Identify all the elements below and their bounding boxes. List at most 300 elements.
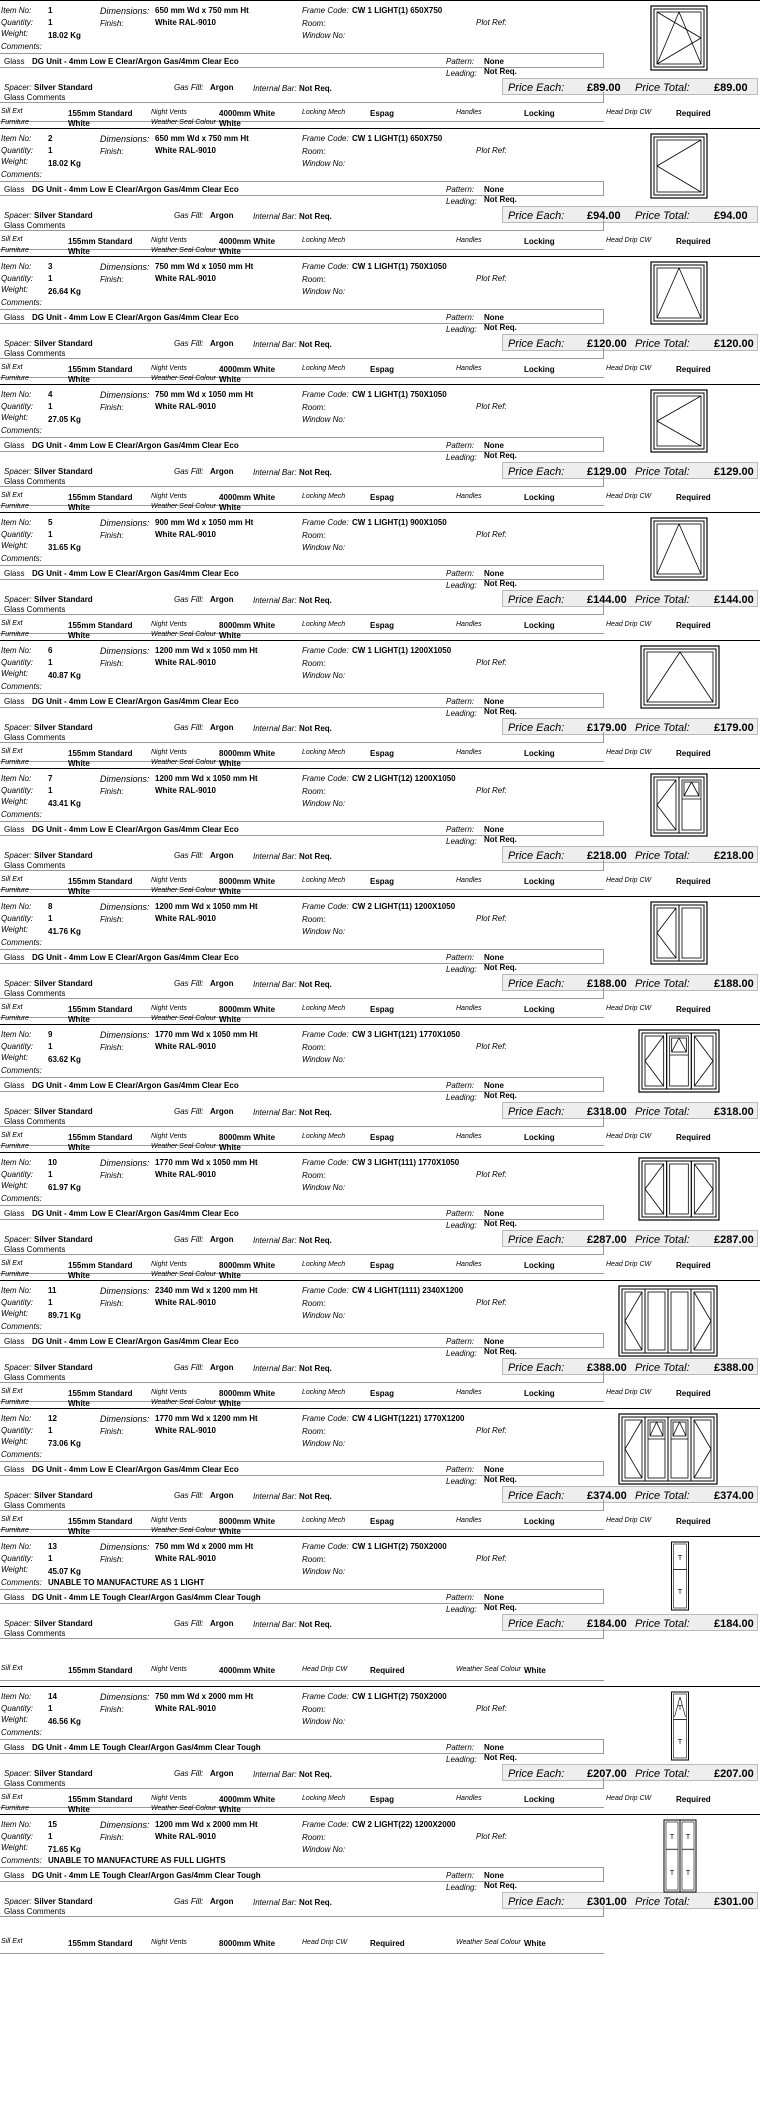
gas-fill-label: Gas Fill: (174, 1619, 204, 1628)
room-label: Room: (302, 915, 326, 924)
head-drip-label: Head Drip CW (302, 1666, 348, 1673)
furniture-label: Furniture (1, 1143, 30, 1150)
locking-mech-label: Locking Mech (302, 1795, 346, 1802)
price-each-value: £94.00 (587, 210, 621, 222)
furniture-value: White (68, 1805, 90, 1814)
weight-label: Weight: (1, 1309, 28, 1318)
furniture-value: White (68, 503, 90, 512)
gas-fill-value: Argon (210, 1619, 234, 1628)
leading-label: Leading: (446, 1755, 477, 1764)
pattern-label: Pattern: (446, 1209, 475, 1218)
sill-ext-label: Sill Ext (1, 1260, 23, 1267)
room-label: Room: (302, 787, 326, 796)
frame-code-label: Frame Code: (302, 1820, 349, 1829)
glass-value: DG Unit - 4mm Low E Clear/Argon Gas/4mm Clear Eco (32, 441, 239, 450)
price-total-label: Price Total: (635, 338, 690, 350)
night-vents-value: 8000mm White (219, 1005, 276, 1014)
head-drip-value: Required (370, 1666, 405, 1675)
finish-label: Finish: (100, 1043, 124, 1052)
weight-label: Weight: (1, 413, 28, 422)
dimensions-label: Dimensions: (100, 1158, 150, 1168)
sill-ext-value: 155mm Standard (68, 1133, 133, 1142)
night-vents-label: Night Vents (151, 1133, 187, 1140)
weight-label: Weight: (1, 1843, 28, 1852)
night-vents-label: Night Vents (151, 877, 187, 884)
frame-code-label: Frame Code: (302, 390, 349, 399)
spacer-label: Spacer: (4, 1897, 32, 1906)
finish-value: White RAL-9010 (155, 1170, 216, 1179)
internal-bar-value: Not Req. (299, 468, 332, 477)
handles-label: Handles (456, 1005, 482, 1012)
line-item (0, 512, 760, 640)
glass-label: Glass (4, 1081, 25, 1090)
weather-seal-label: Weather Seal Colour (151, 375, 216, 382)
glass-comments-row (0, 1628, 604, 1639)
line-item (0, 1024, 760, 1152)
room-label: Room: (302, 1833, 326, 1842)
quantity-value: 1 (48, 658, 53, 667)
leading-value: Not Req. (484, 195, 517, 204)
pattern-value: None (484, 441, 504, 450)
night-vents-value: 4000mm White (219, 1795, 276, 1804)
leading-label: Leading: (446, 709, 477, 718)
sill-ext-label: Sill Ext (1, 1132, 23, 1139)
weight-value: 18.02 Kg (48, 159, 81, 168)
head-drip-value: Required (676, 621, 711, 630)
price-each-label: Price Each: (508, 1768, 565, 1780)
sill-ext-label: Sill Ext (1, 748, 23, 755)
sill-ext-value: 155mm Standard (68, 1666, 133, 1675)
window-no-label: Window No: (302, 1439, 346, 1448)
sill-ext-value: 155mm Standard (68, 109, 133, 118)
room-label: Room: (302, 659, 326, 668)
price-total-label: Price Total: (635, 594, 690, 606)
sill-ext-value: 155mm Standard (68, 1795, 133, 1804)
price-each-value: £184.00 (587, 1618, 627, 1630)
locking-mech-label: Locking Mech (302, 621, 346, 628)
quantity-label: Quantity: (1, 1170, 34, 1179)
price-total-value: £188.00 (714, 978, 754, 990)
glass-comments-label: Glass Comments (4, 861, 66, 870)
finish-value: White RAL-9010 (155, 1298, 216, 1307)
spacer-value: Silver Standard (34, 211, 93, 220)
dimensions-label: Dimensions: (100, 390, 150, 400)
item-no-label: Item No: (1, 1286, 32, 1295)
head-drip-value: Required (676, 109, 711, 118)
finish-label: Finish: (100, 1427, 124, 1436)
quantity-label: Quantity: (1, 914, 34, 923)
weight-label: Weight: (1, 797, 28, 806)
finish-label: Finish: (100, 403, 124, 412)
finish-value: White RAL-9010 (155, 146, 216, 155)
weight-label: Weight: (1, 285, 28, 294)
weight-value: 73.06 Kg (48, 1439, 81, 1448)
pattern-value: None (484, 1465, 504, 1474)
sill-ext-label: Sill Ext (1, 1938, 23, 1945)
internal-bar-label: Internal Bar: (253, 1492, 297, 1501)
frame-code-label: Frame Code: (302, 1158, 349, 1167)
leading-value: Not Req. (484, 579, 517, 588)
glass-comments-label: Glass Comments (4, 1907, 66, 1916)
sill-ext-value: 155mm Standard (68, 1005, 133, 1014)
locking-mech-label: Locking Mech (302, 877, 346, 884)
pattern-value: None (484, 1209, 504, 1218)
weather-seal-value: White (219, 375, 241, 384)
furniture-value: White (68, 1527, 90, 1536)
handles-value: Locking (524, 1261, 555, 1270)
glass-comments-label: Glass Comments (4, 1117, 66, 1126)
handles-value: Locking (524, 1005, 555, 1014)
glass-comments-label: Glass Comments (4, 605, 66, 614)
head-drip-label: Head Drip CW (606, 109, 652, 116)
price-each-value: £120.00 (587, 338, 627, 350)
plot-ref-label: Plot Ref: (476, 146, 507, 155)
night-vents-value: 4000mm White (219, 109, 276, 118)
glass-value: DG Unit - 4mm Low E Clear/Argon Gas/4mm Clear Eco (32, 1337, 239, 1346)
locking-mech-value: Espag (370, 365, 395, 374)
head-drip-label: Head Drip CW (606, 365, 652, 372)
toughened-mark: T (669, 1834, 675, 1842)
leading-label: Leading: (446, 1605, 477, 1614)
finish-label: Finish: (100, 1299, 124, 1308)
sill-ext-value: 155mm Standard (68, 1517, 133, 1526)
sill-ext-value: 155mm Standard (68, 621, 133, 630)
quantity-value: 1 (48, 530, 53, 539)
sill-ext-label: Sill Ext (1, 492, 23, 499)
plot-ref-label: Plot Ref: (476, 786, 507, 795)
handles-value: Locking (524, 877, 555, 886)
frame-code-value: CW 1 LIGHT(1) 750X1050 (352, 390, 447, 399)
handles-value: Locking (524, 621, 555, 630)
weight-label: Weight: (1, 925, 28, 934)
finish-label: Finish: (100, 915, 124, 924)
gas-fill-value: Argon (210, 979, 234, 988)
weather-seal-label: Weather Seal Colour (151, 1015, 216, 1022)
toughened-mark: T (685, 1834, 691, 1842)
weight-value: 27.05 Kg (48, 415, 81, 424)
weather-seal-value: White (524, 1666, 546, 1675)
room-label: Room: (302, 1705, 326, 1714)
frame-code-value: CW 2 LIGHT(22) 1200X2000 (352, 1820, 456, 1829)
price-total-value: £207.00 (714, 1768, 754, 1780)
window-elevation-drawing (650, 133, 708, 199)
gas-fill-label: Gas Fill: (174, 1769, 204, 1778)
head-drip-label: Head Drip CW (606, 621, 652, 628)
locking-mech-label: Locking Mech (302, 1133, 346, 1140)
glass-comments-label: Glass Comments (4, 1245, 66, 1254)
item-no-value: 15 (48, 1820, 57, 1829)
dimensions-label: Dimensions: (100, 262, 150, 272)
locking-mech-label: Locking Mech (302, 1389, 346, 1396)
leading-value: Not Req. (484, 835, 517, 844)
furniture-value: White (68, 759, 90, 768)
item-no-value: 7 (48, 774, 53, 783)
dimensions-value: 750 mm Wd x 2000 mm Ht (155, 1692, 254, 1701)
pattern-label: Pattern: (446, 1465, 475, 1474)
night-vents-label: Night Vents (151, 493, 187, 500)
spacer-value: Silver Standard (34, 1769, 93, 1778)
room-label: Room: (302, 275, 326, 284)
locking-mech-label: Locking Mech (302, 749, 346, 756)
spacer-value: Silver Standard (34, 851, 93, 860)
line-item (0, 384, 760, 512)
plot-ref-label: Plot Ref: (476, 1170, 507, 1179)
item-no-value: 5 (48, 518, 53, 527)
window-elevation-drawing (650, 517, 708, 581)
spacer-label: Spacer: (4, 1107, 32, 1116)
plot-ref-label: Plot Ref: (476, 1042, 507, 1051)
glass-label: Glass (4, 185, 25, 194)
leading-label: Leading: (446, 453, 477, 462)
head-drip-value: Required (676, 1795, 711, 1804)
furniture-label: Furniture (1, 247, 30, 254)
pattern-value: None (484, 825, 504, 834)
price-each-label: Price Each: (508, 1106, 565, 1118)
frame-code-label: Frame Code: (302, 774, 349, 783)
window-drawing (618, 1285, 718, 1357)
night-vents-label: Night Vents (151, 1517, 187, 1524)
price-total-value: £94.00 (714, 210, 748, 222)
night-vents-value: 4000mm White (219, 1666, 276, 1675)
room-label: Room: (302, 1171, 326, 1180)
item-no-value: 4 (48, 390, 53, 399)
leading-value: Not Req. (484, 1347, 517, 1356)
price-total-label: Price Total: (635, 1362, 690, 1374)
window-elevation-drawing (650, 261, 708, 325)
gas-fill-value: Argon (210, 1235, 234, 1244)
price-total-value: £374.00 (714, 1490, 754, 1502)
furniture-label: Furniture (1, 1015, 30, 1022)
gas-fill-label: Gas Fill: (174, 211, 204, 220)
gas-fill-value: Argon (210, 1363, 234, 1372)
head-drip-value: Required (676, 877, 711, 886)
glass-value: DG Unit - 4mm Low E Clear/Argon Gas/4mm Clear Eco (32, 569, 239, 578)
internal-bar-value: Not Req. (299, 1364, 332, 1373)
window-no-label: Window No: (302, 159, 346, 168)
quantity-label: Quantity: (1, 18, 34, 27)
price-each-label: Price Each: (508, 850, 565, 862)
item-no-value: 12 (48, 1414, 57, 1423)
leading-value: Not Req. (484, 963, 517, 972)
quantity-label: Quantity: (1, 1042, 34, 1051)
frame-code-label: Frame Code: (302, 134, 349, 143)
internal-bar-value: Not Req. (299, 1898, 332, 1907)
handles-value: Locking (524, 237, 555, 246)
sill-ext-label: Sill Ext (1, 620, 23, 627)
quantity-value: 1 (48, 402, 53, 411)
quantity-value: 1 (48, 1704, 53, 1713)
head-drip-label: Head Drip CW (606, 1795, 652, 1802)
furniture-label: Furniture (1, 503, 30, 510)
room-label: Room: (302, 147, 326, 156)
locking-mech-value: Espag (370, 877, 395, 886)
price-total-value: £89.00 (714, 82, 748, 94)
item-no-value: 2 (48, 134, 53, 143)
weather-seal-value: White (219, 1271, 241, 1280)
weather-seal-value: White (219, 1527, 241, 1536)
spacer-label: Spacer: (4, 595, 32, 604)
spacer-label: Spacer: (4, 1769, 32, 1778)
leading-label: Leading: (446, 325, 477, 334)
price-each-value: £89.00 (587, 82, 621, 94)
furniture-value: White (68, 887, 90, 896)
comments-label: Comments: (1, 1856, 42, 1865)
weight-label: Weight: (1, 1181, 28, 1190)
frame-code-label: Frame Code: (302, 6, 349, 15)
item-no-value: 11 (48, 1286, 57, 1295)
spacer-label: Spacer: (4, 1363, 32, 1372)
internal-bar-value: Not Req. (299, 1236, 332, 1245)
window-elevation-drawing (638, 1029, 720, 1093)
night-vents-value: 8000mm White (219, 621, 276, 630)
finish-value: White RAL-9010 (155, 786, 216, 795)
sill-ext-label: Sill Ext (1, 1665, 23, 1672)
price-each-value: £188.00 (587, 978, 627, 990)
spacer-value: Silver Standard (34, 339, 93, 348)
finish-value: White RAL-9010 (155, 1042, 216, 1051)
item-no-label: Item No: (1, 1692, 32, 1701)
pattern-label: Pattern: (446, 569, 475, 578)
internal-bar-label: Internal Bar: (253, 212, 297, 221)
dimensions-label: Dimensions: (100, 1820, 150, 1830)
price-total-label: Price Total: (635, 1618, 690, 1630)
finish-value: White RAL-9010 (155, 658, 216, 667)
weather-seal-label: Weather Seal Colour (151, 247, 216, 254)
pattern-label: Pattern: (446, 825, 475, 834)
finish-label: Finish: (100, 1171, 124, 1180)
internal-bar-value: Not Req. (299, 724, 332, 733)
price-total-label: Price Total: (635, 1490, 690, 1502)
glass-comments-label: Glass Comments (4, 733, 66, 742)
weather-seal-value: White (219, 887, 241, 896)
handles-value: Locking (524, 493, 555, 502)
internal-bar-value: Not Req. (299, 852, 332, 861)
head-drip-value: Required (676, 1133, 711, 1142)
furniture-label: Furniture (1, 759, 30, 766)
handles-label: Handles (456, 109, 482, 116)
leading-value: Not Req. (484, 1603, 517, 1612)
window-drawing (618, 1413, 718, 1485)
gas-fill-label: Gas Fill: (174, 1235, 204, 1244)
gas-fill-value: Argon (210, 339, 234, 348)
window-elevation-drawing (650, 389, 708, 453)
leading-value: Not Req. (484, 1881, 517, 1890)
glass-value: DG Unit - 4mm Low E Clear/Argon Gas/4mm Clear Eco (32, 57, 239, 66)
plot-ref-label: Plot Ref: (476, 914, 507, 923)
leading-value: Not Req. (484, 1219, 517, 1228)
weight-value: 45.07 Kg (48, 1567, 81, 1576)
glass-comments-row (0, 1906, 604, 1917)
spacer-value: Silver Standard (34, 1107, 93, 1116)
locking-mech-value: Espag (370, 621, 395, 630)
head-drip-value: Required (676, 1005, 711, 1014)
furniture-value: White (68, 1143, 90, 1152)
window-drawing (650, 5, 708, 71)
room-label: Room: (302, 531, 326, 540)
price-total-value: £218.00 (714, 850, 754, 862)
internal-bar-value: Not Req. (299, 596, 332, 605)
handles-value: Locking (524, 1795, 555, 1804)
furniture-label: Furniture (1, 119, 30, 126)
finish-label: Finish: (100, 19, 124, 28)
price-each-value: £179.00 (587, 722, 627, 734)
quantity-value: 1 (48, 786, 53, 795)
furniture-value: White (68, 1399, 90, 1408)
dimensions-value: 750 mm Wd x 1050 mm Ht (155, 390, 254, 399)
weather-seal-label: Weather Seal Colour (151, 1805, 216, 1812)
night-vents-value: 8000mm White (219, 749, 276, 758)
gas-fill-label: Gas Fill: (174, 851, 204, 860)
price-total-label: Price Total: (635, 1234, 690, 1246)
glass-value: DG Unit - 4mm Low E Clear/Argon Gas/4mm Clear Eco (32, 953, 239, 962)
pattern-label: Pattern: (446, 697, 475, 706)
pattern-value: None (484, 569, 504, 578)
line-item (0, 1814, 760, 1948)
leading-label: Leading: (446, 1349, 477, 1358)
toughened-mark: T (677, 1739, 683, 1747)
furniture-label: Furniture (1, 631, 30, 638)
window-drawing (660, 1819, 700, 1893)
gas-fill-value: Argon (210, 1769, 234, 1778)
frame-code-value: CW 1 LIGHT(1) 900X1050 (352, 518, 447, 527)
weather-seal-value: White (219, 503, 241, 512)
spacer-value: Silver Standard (34, 1491, 93, 1500)
item-no-label: Item No: (1, 902, 32, 911)
price-each-label: Price Each: (508, 210, 565, 222)
pattern-label: Pattern: (446, 1081, 475, 1090)
weight-value: 61.97 Kg (48, 1183, 81, 1192)
leading-label: Leading: (446, 965, 477, 974)
dimensions-label: Dimensions: (100, 1030, 150, 1040)
night-vents-label: Night Vents (151, 237, 187, 244)
glass-label: Glass (4, 569, 25, 578)
leading-label: Leading: (446, 69, 477, 78)
pattern-value: None (484, 1743, 504, 1752)
glass-value: DG Unit - 4mm Low E Clear/Argon Gas/4mm Clear Eco (32, 825, 239, 834)
gas-fill-label: Gas Fill: (174, 1491, 204, 1500)
price-total-label: Price Total: (635, 722, 690, 734)
night-vents-label: Night Vents (151, 1795, 187, 1802)
furniture-label: Furniture (1, 1399, 30, 1406)
line-item (0, 896, 760, 1024)
handles-label: Handles (456, 1795, 482, 1802)
window-elevation-drawing (666, 1541, 694, 1611)
quantity-label: Quantity: (1, 402, 34, 411)
glass-value: DG Unit - 4mm Low E Clear/Argon Gas/4mm Clear Eco (32, 313, 239, 322)
comments-label: Comments: (1, 1322, 42, 1331)
gas-fill-value: Argon (210, 1107, 234, 1116)
frame-code-value: CW 4 LIGHT(1221) 1770X1200 (352, 1414, 465, 1423)
comments-label: Comments: (1, 170, 42, 179)
dimensions-value: 1200 mm Wd x 1050 mm Ht (155, 774, 258, 783)
handles-value: Locking (524, 365, 555, 374)
price-total-label: Price Total: (635, 466, 690, 478)
dimensions-value: 900 mm Wd x 1050 mm Ht (155, 518, 254, 527)
window-drawing (638, 1029, 720, 1093)
internal-bar-label: Internal Bar: (253, 468, 297, 477)
weather-seal-label: Weather Seal Colour (151, 1399, 216, 1406)
pattern-value: None (484, 953, 504, 962)
handles-value: Locking (524, 749, 555, 758)
leading-label: Leading: (446, 1221, 477, 1230)
dimensions-value: 750 mm Wd x 2000 mm Ht (155, 1542, 254, 1551)
furniture-label: Furniture (1, 887, 30, 894)
comments-label: Comments: (1, 426, 42, 435)
gas-fill-value: Argon (210, 1897, 234, 1906)
dimensions-value: 2340 mm Wd x 1200 mm Ht (155, 1286, 258, 1295)
frame-code-label: Frame Code: (302, 1286, 349, 1295)
glass-label: Glass (4, 1209, 25, 1218)
